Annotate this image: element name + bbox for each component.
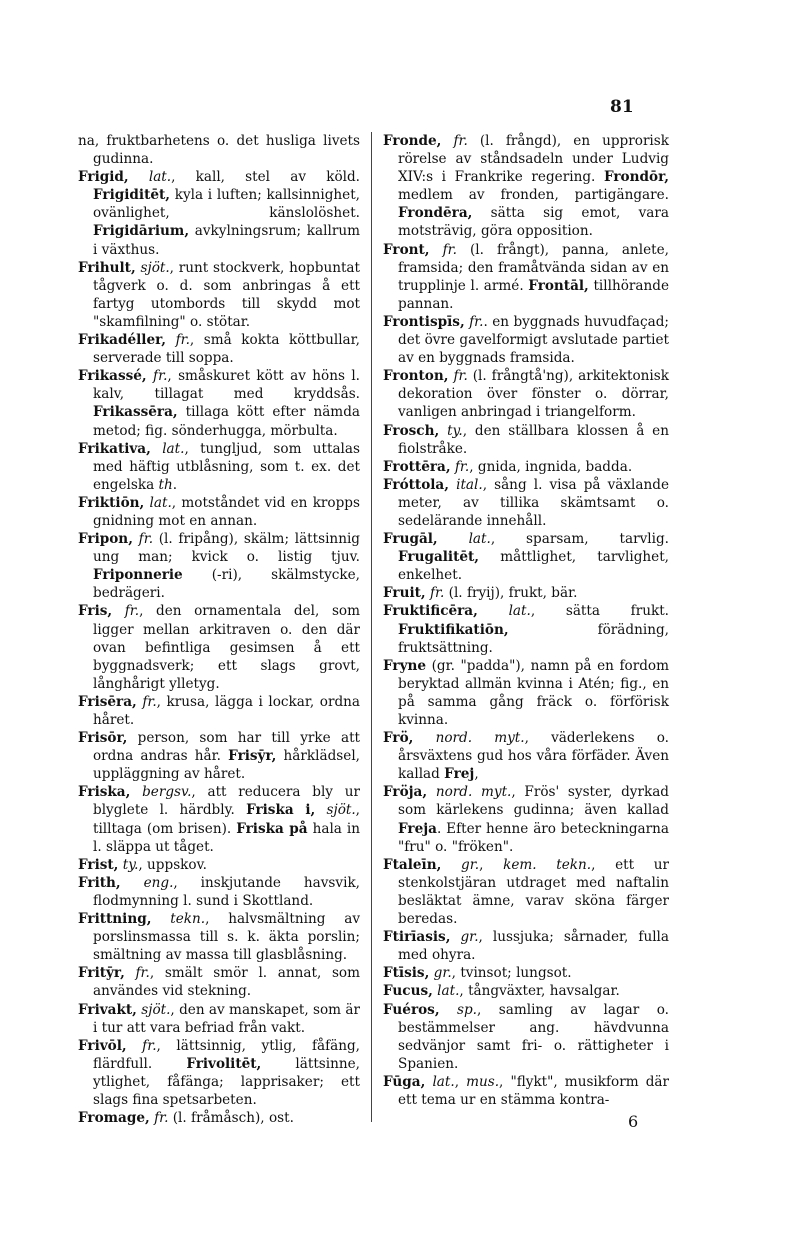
dictionary-entry: Frivakt, sjöt., den av manskapet, som är i tur att vara befriad från vakt. bbox=[78, 1001, 361, 1036]
left-column bbox=[78, 132, 360, 1127]
dictionary-entry: Fūga, lat., mus., "flykt", musikform där ett tema ur en stämma kontra- bbox=[383, 1073, 669, 1108]
dictionary-entry: Fronton, fr. (l. frångtå'ng), arkitektonisk dekoration över fönster o. dörrar, vanligen anbringad i triangelform. bbox=[383, 368, 669, 421]
dictionary-entry: Fuéros, sp., samling av lagar o. bestämmelser ang. hävdvunna sedvänjor samt fri- o. rättigheter i Spanien. bbox=[383, 1001, 669, 1072]
dictionary-entry: Frith, eng., inskjutande havsvik, flodmynning l. sund i Skottland. bbox=[78, 874, 360, 909]
dictionary-entry: Frontispīs, fr.. en byggnads huvudfaçad; det övre gavelformigt avslutade partiet av en byggnads framsida. bbox=[383, 313, 669, 367]
dictionary-entry: na, fruktbarhetens o. det husliga livets gudinna. bbox=[78, 133, 360, 168]
dictionary-entry: Frosch, ty., den ställbara klossen å en fiolstråke. bbox=[383, 422, 669, 457]
dictionary-entry: Front, fr. (l. frångt), panna, anlete, framsida; den framåtvända sidan av en trupplinje l. armé. Frontāl, tillhörande pannan. bbox=[383, 241, 669, 312]
dictionary-entry: Fronde, fr. (l. frångd), en upprorisk rörelse av ståndsadeln under Ludvig XIV:s i Frankrike regering. Frondōr, medlem av fronden, partigängare. Frondēra, sätta sig emot, vara motsträvig, göra opposition. bbox=[383, 133, 669, 240]
column-divider bbox=[371, 132, 372, 1122]
dictionary-entry: Frihult, sjöt., runt stockverk, hopbuntat tågverk o. d. som anbringas å ett fartyg utombords till skydd mot "skamfilning" o. stötar. bbox=[78, 259, 360, 330]
dictionary-entry: Frisōr, person, som har till yrke att ordna andras hår. Frisȳr, hårklädsel, uppläggning av håret. bbox=[78, 730, 360, 783]
dictionary-entry: Fróttola, ital., sång l. visa på växlande meter, av tillika skämtsamt o. sedelärande innehåll. bbox=[383, 476, 670, 529]
dictionary-entry: Fromage, fr. (l. fråmåsch), ost. bbox=[78, 1110, 294, 1127]
dictionary-entry: Fritȳr, fr., smält smör l. annat, som användes vid stekning. bbox=[78, 965, 360, 1000]
dictionary-entry: Fris, fr., den ornamentala del, som ligger mellan arkitraven o. den där ovan befintliga gesimsen å ett byggnadsverk; ett slags grovt, långhårigt ylletyg. bbox=[78, 603, 360, 692]
dictionary-entry: Frikassé, fr., småskuret kött av höns l. kalv, tillagat med kryddsås. Frikassēra, tillaga kött efter nämda metod; fig. sönderhugga, mörbulta. bbox=[78, 368, 360, 439]
dictionary-entry: Ftaleīn, gr., kem. tekn., ett ur stenkolstjäran utdraget med naftalin besläktat ämne, varav sköna färger beredas. bbox=[383, 856, 669, 928]
dictionary-entry: Frikadéller, fr., små kokta köttbullar, serverade till soppa. bbox=[78, 332, 360, 367]
page-number: 81 bbox=[610, 97, 634, 117]
dictionary-entry: Frist, ty., uppskov. bbox=[78, 856, 207, 873]
dictionary-entry: Frottēra, fr., gnida, ingnida, badda. bbox=[383, 458, 633, 475]
dictionary-entry: Friktiōn, lat., motståndet vid en kropps gnidning mot en annan. bbox=[78, 494, 360, 529]
dictionary-entry: Frikativa, lat., tungljud, som uttalas med häftig utblåsning, som t. ex. det engelska th. bbox=[78, 440, 360, 493]
dictionary-entry: Frigid, lat., kall, stel av köld. Frigiditēt, kyla i luften; kallsinnighet, ovänlighet, känslolöshet. Frigidārium, avkylningsrum; kallrum i växthus. bbox=[78, 169, 360, 258]
dictionary-entry: Ftīsis, gr., tvinsot; lungsot. bbox=[383, 965, 572, 982]
dictionary-entry: Friska, bergsv., att reducera bly ur blyglete l. härdbly. Friska i, sjöt., tilltaga (om brisen). Friska på hala in l. släppa ut tåget. bbox=[78, 784, 360, 855]
dictionary-entry: Fruit, fr. (l. fryij), frukt, bär. bbox=[383, 585, 578, 602]
dictionary-entry: Fröja, nord. myt., Frös' syster, dyrkad som kärlekens gudinna; även kallad Freja. Efter henne äro beteckningarna "fru" o. "fröken". bbox=[383, 784, 670, 855]
dictionary-entry: Fucus, lat., tångväxter, havsalgar. bbox=[383, 983, 620, 1000]
dictionary-entry: Fruktificēra, lat., sätta frukt. Fruktifikatiōn, förädning, fruktsättning. bbox=[383, 603, 669, 656]
dictionary-entry: Frisēra, fr., krusa, lägga i lockar, ordna håret. bbox=[78, 693, 360, 728]
right-column bbox=[383, 132, 669, 1109]
signature-mark: 6 bbox=[628, 1112, 639, 1131]
dictionary-entry: Frittning, tekn., halvsmältning av porslinsmassa till s. k. äkta porslin; smältning av massa till glasblåsning. bbox=[78, 911, 360, 964]
dictionary-entry: Frivōl, fr., lättsinnig, ytlig, fåfäng, flärdfull. Frivolitēt, lättsinne, ytlighet, fåfänga; lapprisaker; ett slags fina spetsarbeten. bbox=[78, 1037, 360, 1108]
dictionary-entry: Frugāl, lat., sparsam, tarvlig. Frugalitēt, måttlighet, tarvlighet, enkelhet. bbox=[383, 531, 669, 584]
dictionary-entry: Ftirīasis, gr., lussjuka; sårnader, fulla med ohyra. bbox=[383, 929, 669, 964]
dictionary-entry: Frö, nord. myt., väderlekens o. årsväxtens gud hos våra förfäder. Även kallad Frej, bbox=[383, 730, 669, 783]
dictionary-entry: Fryne (gr. "padda"), namn på en fordom beryktad allmän kvinna i Atén; fig., en på samma gång fräck o. förförisk kvinna. bbox=[383, 657, 669, 728]
dictionary-entry: Fripon, fr. (l. fripång), skälm; lättsinnig ung man; kvick o. listig tjuv. Friponnerie (-ri), skälmstycke, bedrägeri. bbox=[78, 531, 360, 602]
